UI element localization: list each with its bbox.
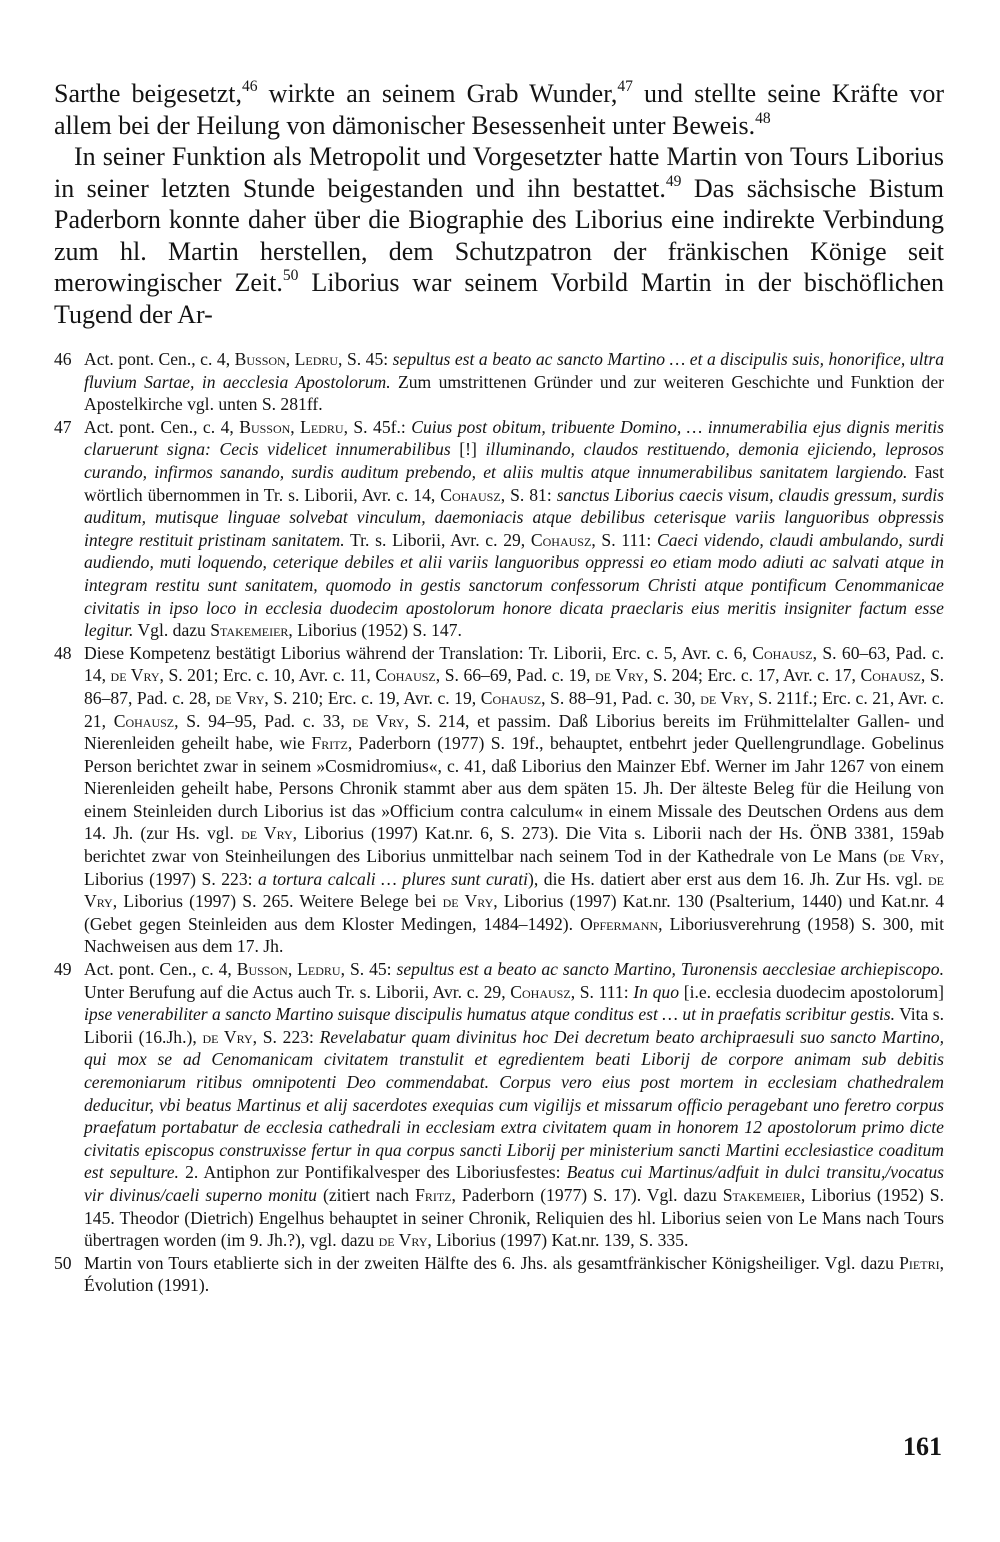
text-run: Fast wörtlich übernommen in Tr. s. Liborii, Avr. c. 14, [84, 461, 944, 505]
footnote-number: 47 [54, 416, 72, 437]
text-run: , S. 111: [570, 981, 634, 1002]
footnote-number: 50 [54, 1252, 72, 1273]
text-run: , Liborius (1997) S. 265. Weitere Belege bei [112, 891, 443, 912]
text-run: , S. 214, et passim. Daß Liborius bereits im Frühmittelalter Gallen- und Nierenleiden geheilt habe, wie [84, 710, 945, 754]
footnote-48 [54, 642, 944, 958]
body-paragraph [54, 78, 944, 141]
text-run: , S. 211f.; Erc. c. 21, Avr. c. 21, [84, 687, 945, 731]
text-run: Liborius war seinem Vorbild Martin in der bischöflichen Tugend der Ar- [54, 268, 945, 329]
text-run: Act. pont. Cen., c. 4, [84, 959, 237, 980]
author-name: de Vry [110, 665, 160, 686]
text-run: , Liborius (1952) S. 145. Theodor (Dietrich) Engelhus behauptet in seiner Chronik, Reliquien des hl. Liborius seien von Le Mans nach Tours übertragen worden (im 9. Jh.?), vgl. dazu [84, 1184, 944, 1251]
text-run: Zum umstrittenen Gründer und zur weiteren Geschichte und Funktion der Apostelkirche vgl. unten S. 281ff. [84, 371, 944, 415]
author-name: Stakemeier [722, 1184, 801, 1205]
author-name: de Vry [595, 665, 644, 686]
footnote-ref: 47 [617, 78, 633, 96]
author-name: Fritz [415, 1184, 452, 1205]
latin-quote: Caeci videndo, claudi ambulando, surdi audiendo, muti loquendo, ceterique debiles et alii variis languoribus oppressi eo etiam modo adiuti ac salvati atque in integram restitu sunt sanitatem, quomodo in gestis sanctorum confessorum Christi atque pontificum Cenommanicae civitatis in ipso loco in ecclesia duodecim apostolorum honore dicata praeclaris eius meritis insigniter factum esse legitur. [84, 529, 945, 641]
author-name: Cohausz [440, 484, 501, 505]
footnote-ref: 50 [282, 267, 299, 285]
text-run: , S. 60–63, Pad. c. 14, [84, 642, 944, 686]
footnote-ref: 46 [241, 78, 258, 96]
author-name: Busson, Ledru [239, 416, 344, 437]
author-name: Fritz [311, 733, 348, 754]
body-paragraph [54, 141, 944, 330]
latin-quote: Cuius post obitum, tribuente Domino, … innumerabilia ejus dignis meritis claruerunt signa: Cecis videlicet innumerabilibus [84, 416, 944, 460]
footnote-text [84, 958, 944, 1252]
text-run: , S. 66–69, Pad. c. 19, [435, 665, 596, 686]
latin-quote: Revelabatur quam divinitus hoc Dei decretum beato archipraesuli suo sancto Martino, qui mox se ad Cenomanicam civitatem transtulit et egredientem beati Liborij de corpore animam sub debitis ceremoniarum ritibus omnipotenti Deo commendabat. Corpus vero eius post mortem in ecclesiam chathedralem deducitur, vbi beatus Martinus et alij sacerdotes exequias cum vigilijs et missarum officio peragebant uno feretro corpus praefatum portabatur de ecclesia cathedrali in ecclesiam extra civitatem quam in honorem 12 apostolorum primo dicte civitatis episcopus construxisse fertur in qua corpus sancti Liborij per ministerium sancti Martini ecclesiastice coaditum est sepulture. [84, 1026, 944, 1183]
author-name: de Vry [700, 687, 750, 708]
text-run: Das sächsische Bistum Paderborn konnte daher über die Biographie des Liborius eine indirekte Verbindung zum hl. Martin herstellen, dem Schutzpatron der fränkischen Könige seit merowingischer Zeit. [54, 173, 944, 297]
author-name: Cohausz [375, 665, 436, 686]
footnotes [54, 348, 944, 1297]
text-run: Diese Kompetenz bestätigt Liborius während der Translation: Tr. Liborii, Erc. c. 5, Avr. c. 6, [84, 642, 753, 663]
text-run: , S. 94–95, Pad. c. 33, [174, 710, 353, 731]
author-name: Cohausz [860, 665, 921, 686]
latin-quote: In quo [633, 981, 680, 1002]
author-name: de Vry [888, 846, 940, 867]
footnote-text [84, 416, 944, 642]
text-run: , S. 111: [591, 529, 657, 550]
author-name: Cohausz [480, 687, 542, 708]
text-run: Martin von Tours etablierte sich in der zweiten Hälfte des 6. Jhs. als gesamtfränkischer Königsheiliger. Vgl. dazu [84, 1252, 900, 1273]
main-text [54, 78, 944, 330]
text-run: , S. 204; Erc. c. 17, Avr. c. 17, [643, 665, 861, 686]
footnote-46 [54, 348, 944, 416]
footnote-47 [54, 416, 944, 642]
text-run: Vita s. Liborii (16.Jh.), [84, 1004, 944, 1047]
text-run: , Évolution (1991). [84, 1252, 944, 1296]
text-run: , S. 45f.: [343, 416, 412, 437]
text-run: , S. 210; Erc. c. 19, Avr. c. 19, [264, 687, 481, 708]
latin-quote: ipse venerabiliter a sancto Martino suisque discipulis humatus atque conditus est … ut in praefatis scribitur gestis. [84, 1004, 895, 1025]
text-run: , Paderborn (1977) S. 19f., behauptet, entbehrt jeder Quellengrundlage. Gobelinus Person berichtet zwar in seinem »Cosmidromius«, c. 41, daß Liborius den Mainzer Ebf. Werner im Jahr 1267 von einem Nierenleiden geheilt habe, Persons Chronik stammt aber aus dem späten 15. Jh. Der älteste Beleg für die Heilung von einem Steinleiden durch Liborius ist das »Officium contra calculum« in einem Missale des Deutschen Ordens aus dem 14. Jh. (zur Hs. vgl. [84, 733, 944, 844]
page-number: 161 [903, 1432, 942, 1461]
author-name: de Vry [202, 1026, 253, 1047]
author-name: Busson, Ledru [234, 349, 339, 369]
latin-quote: illuminando, claudos restituendo, demonia ejiciendo, leprosos curando, infirmos sanando, surdis auditum prebendo, et aliis multis atque innumerabilibus sanitatem largiendo. [84, 439, 944, 482]
text-run: 2. Antiphon zur Pontifikalvesper des Liboriusfestes: [178, 1162, 567, 1183]
text-run: , S. 86–87, Pad. c. 28, [84, 665, 945, 708]
text-run: Vgl. dazu [133, 620, 211, 641]
footnote-ref: 49 [665, 172, 682, 190]
text-run: wirkte an seinem Grab Wunder, [257, 79, 618, 108]
text-run: Unter Berufung auf die Actus auch Tr. s. Liborii, Avr. c. 29, [84, 981, 511, 1002]
text-run: Act. pont. Cen., c. 4, [84, 416, 240, 437]
author-name: de Vry [352, 710, 405, 731]
footnote-50 [54, 1252, 944, 1297]
text-run: , Liborius (1997) Kat.nr. 6, S. 273). Die Vita s. Liborii nach der Hs. ÖNB 3381, 159ab berichtet zwar von Steinheilungen des Liborius unmittelbar nach seinem Tod in der Kathedrale von Le Mans ( [84, 823, 945, 867]
text-run: , Paderborn (1977) S. 17). Vgl. dazu [451, 1184, 723, 1205]
text-run: Sarthe beigesetzt, [54, 79, 242, 108]
author-name: Busson, Ledru [236, 959, 341, 980]
author-name: Opfermann [580, 913, 659, 934]
text-run: , S. 223: [252, 1026, 320, 1047]
text-run: [!] [450, 439, 486, 460]
text-run: , Liborius (1997) S. 223: [84, 846, 944, 889]
author-name: de Vry [241, 823, 293, 844]
latin-quote: sanctus Liborius caecis visum, claudis gressum, surdis auditum, mutisque linguae solvebat vinculum, daemoniacis atque debilibus ceterisque variis languoribus obpressis integre restituit pristinam sanitatem. [84, 484, 944, 550]
text-run: , S. 201; Erc. c. 10, Avr. c. 11, [159, 665, 376, 686]
author-name: Cohausz [510, 981, 571, 1002]
author-name: Pietri [899, 1252, 940, 1273]
author-name: Cohausz [530, 529, 592, 550]
footnote-text [84, 1252, 944, 1297]
text-run: In seiner Funktion als Metropolit und Vorgesetzter hatte Martin von Tours Liborius in seiner letzten Stunde beigestanden und ihn bestattet. [54, 142, 944, 203]
author-name: de Vry [378, 1230, 428, 1251]
author-name: de Vry [442, 891, 494, 912]
text-run: , Liborius (1997) Kat.nr. 130 (Psalterium, 1440) und Kat.nr. 4 (Gebet gegen Steinleiden aus dem Kloster Medingen, 1484–1492). [84, 891, 944, 934]
footnote-ref: 48 [755, 109, 771, 127]
author-name: Cohausz [113, 710, 175, 731]
latin-quote: Beatus cui Martinus/adfuit in dulci transitu,/vocatus vir divinus/caeli superno monitu [84, 1162, 944, 1205]
text-run: , Liborius (1952) S. 147. [288, 620, 462, 641]
text-run: , S. 88–91, Pad. c. 30, [541, 687, 701, 708]
latin-quote: a tortura calcali … plures sunt curati [258, 868, 528, 889]
text-run: , S. 81: [500, 484, 557, 505]
text-run: ), die Hs. datiert aber erst aus dem 16. Jh. Zur Hs. vgl. [528, 868, 928, 889]
text-run: , Liboriusverehrung (1958) S. 300, mit Nachweisen aus dem 17. Jh. [84, 913, 945, 957]
author-name: Cohausz [752, 642, 813, 663]
author-name: de Vry [215, 687, 265, 708]
author-name: de Vry [84, 868, 944, 912]
text-run: , Liborius (1997) Kat.nr. 139, S. 335. [427, 1230, 689, 1251]
text-run: Tr. s. Liborii, Avr. c. 29, [344, 529, 531, 550]
footnote-text [84, 642, 944, 958]
text-run: und stellte seine Kräfte vor allem bei der Heilung von dämonischer Besessenheit unter Beweis. [54, 79, 944, 140]
footnote-number: 49 [54, 959, 72, 980]
latin-quote: sepultus est a beato ac sancto Martino … et a discipulis suis, honorifice, ultra fluvium Sartae, in aecclesia Apostolorum. [84, 349, 945, 392]
footnote-number: 48 [54, 642, 72, 663]
footnote-text [84, 348, 944, 416]
latin-quote: sepultus est a beato ac sancto Martino, Turonensis aecclesiae archiepiscopo. [396, 959, 944, 980]
text-run: , S. 45: [338, 349, 393, 369]
text-run: Act. pont. Cen., c. 4, [84, 349, 235, 369]
text-run: (zitiert nach [316, 1184, 416, 1205]
page-content [54, 78, 944, 1297]
footnote-number: 46 [54, 349, 72, 369]
text-run: [i.e. ecclesia duodecim apostolorum] [679, 981, 944, 1002]
text-run: , S. 45: [340, 959, 397, 980]
footnote-49 [54, 958, 944, 1252]
author-name: Stakemeier [210, 620, 289, 641]
